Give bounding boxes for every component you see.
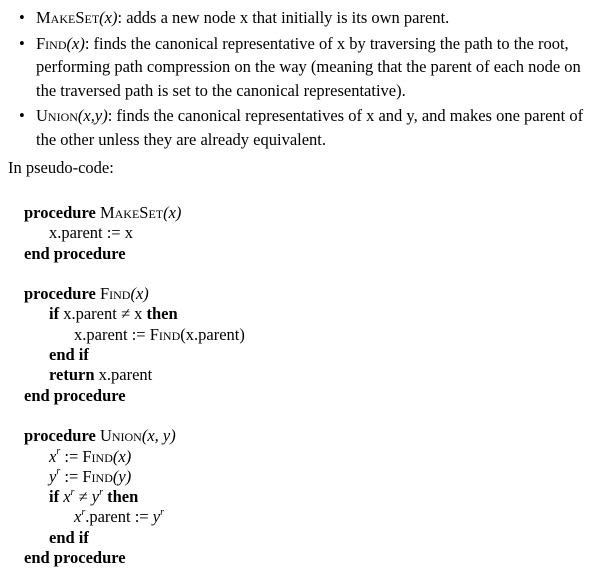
statement: x.parent [98, 365, 153, 385]
var: y [152, 507, 161, 527]
code-line [24, 548, 245, 568]
bullet-dot: • [19, 8, 25, 27]
code-line [24, 304, 245, 324]
sup-r: r [56, 446, 61, 458]
keyword: if [49, 304, 60, 324]
code-line [24, 365, 245, 385]
operations-list [0, 6, 599, 153]
op-name: Union [36, 106, 78, 125]
sup-r: r [81, 506, 86, 518]
keyword: return [49, 365, 95, 385]
code-line [24, 467, 245, 487]
keyword: procedure [24, 203, 96, 222]
code-line [24, 487, 245, 507]
op-desc: : finds the canonical representative of x by traversing the path to the root, performing path compression on the way (meaning that the parent of each node on the traversed path is set to the canonical representative). [36, 33, 581, 100]
var: y [91, 487, 100, 507]
op-arg: (x) [66, 33, 85, 53]
bullet-union [0, 104, 599, 151]
keyword: end if [49, 527, 89, 547]
var: y [49, 466, 57, 486]
code-line [24, 507, 245, 527]
keyword: end procedure [24, 548, 126, 568]
code-gap [24, 406, 245, 426]
code-line [24, 244, 245, 264]
statement: .parent := [85, 507, 153, 527]
neq-op: ≠ [74, 487, 92, 507]
bullet-dot: • [19, 33, 25, 53]
statement: x.parent := x [49, 223, 133, 243]
sup-r: r [99, 486, 103, 498]
sup-r: r [56, 466, 61, 478]
proc-name: Union [99, 426, 142, 446]
keyword: if [49, 487, 60, 507]
statement: x.parent := [74, 324, 150, 344]
assign-op: := [60, 446, 83, 466]
code-gap [24, 264, 245, 284]
keyword: end procedure [24, 385, 126, 405]
pseudo-code-block [24, 203, 245, 568]
call-arg: (x) [112, 446, 132, 466]
var: x [63, 487, 71, 507]
code-line [24, 284, 245, 304]
call-name: Find [82, 466, 113, 486]
call-name: Find [82, 446, 113, 466]
code-line [24, 223, 245, 243]
keyword: then [107, 487, 139, 507]
code-line [24, 325, 245, 345]
code-line [24, 203, 245, 223]
code-line [24, 447, 245, 467]
proc-arg: (x) [130, 284, 149, 304]
keyword: end if [49, 345, 89, 365]
op-name: Find [36, 33, 67, 53]
proc-arg: (x) [163, 203, 182, 222]
sup-r: r [160, 506, 164, 518]
condition: x.parent ≠ x [63, 304, 143, 324]
bullet-find [0, 32, 599, 103]
proc-name: Find [99, 284, 131, 304]
code-line [24, 345, 245, 365]
keyword: procedure [24, 284, 96, 304]
keyword: end procedure [24, 243, 126, 263]
op-arg: (x) [99, 8, 118, 27]
sup-r: r [70, 486, 75, 498]
op-desc: : finds the canonical representatives of x and y, and makes one parent of the other unless they are already equivalent. [36, 106, 584, 149]
bullet-makeset [0, 6, 599, 30]
proc-name: MakeSet [99, 203, 164, 222]
op-arg: (x,y) [77, 106, 108, 125]
keyword: procedure [24, 426, 96, 446]
intro-text: In pseudo-code: [8, 158, 114, 177]
call-name: Find [149, 324, 181, 344]
op-desc: : adds a new node x that initially is its own parent. [117, 8, 450, 27]
code-line [24, 386, 245, 406]
bullet-dot: • [19, 106, 25, 125]
var: x [49, 446, 57, 466]
var: x [74, 507, 82, 527]
call-arg: (y) [112, 466, 132, 486]
op-name: MakeSet [36, 8, 100, 27]
call-arg: (x.parent) [180, 324, 245, 344]
assign-op: := [60, 466, 83, 486]
code-line [24, 426, 245, 446]
proc-arg: (x, y) [141, 426, 176, 446]
code-line [24, 528, 245, 548]
keyword: then [146, 304, 178, 324]
